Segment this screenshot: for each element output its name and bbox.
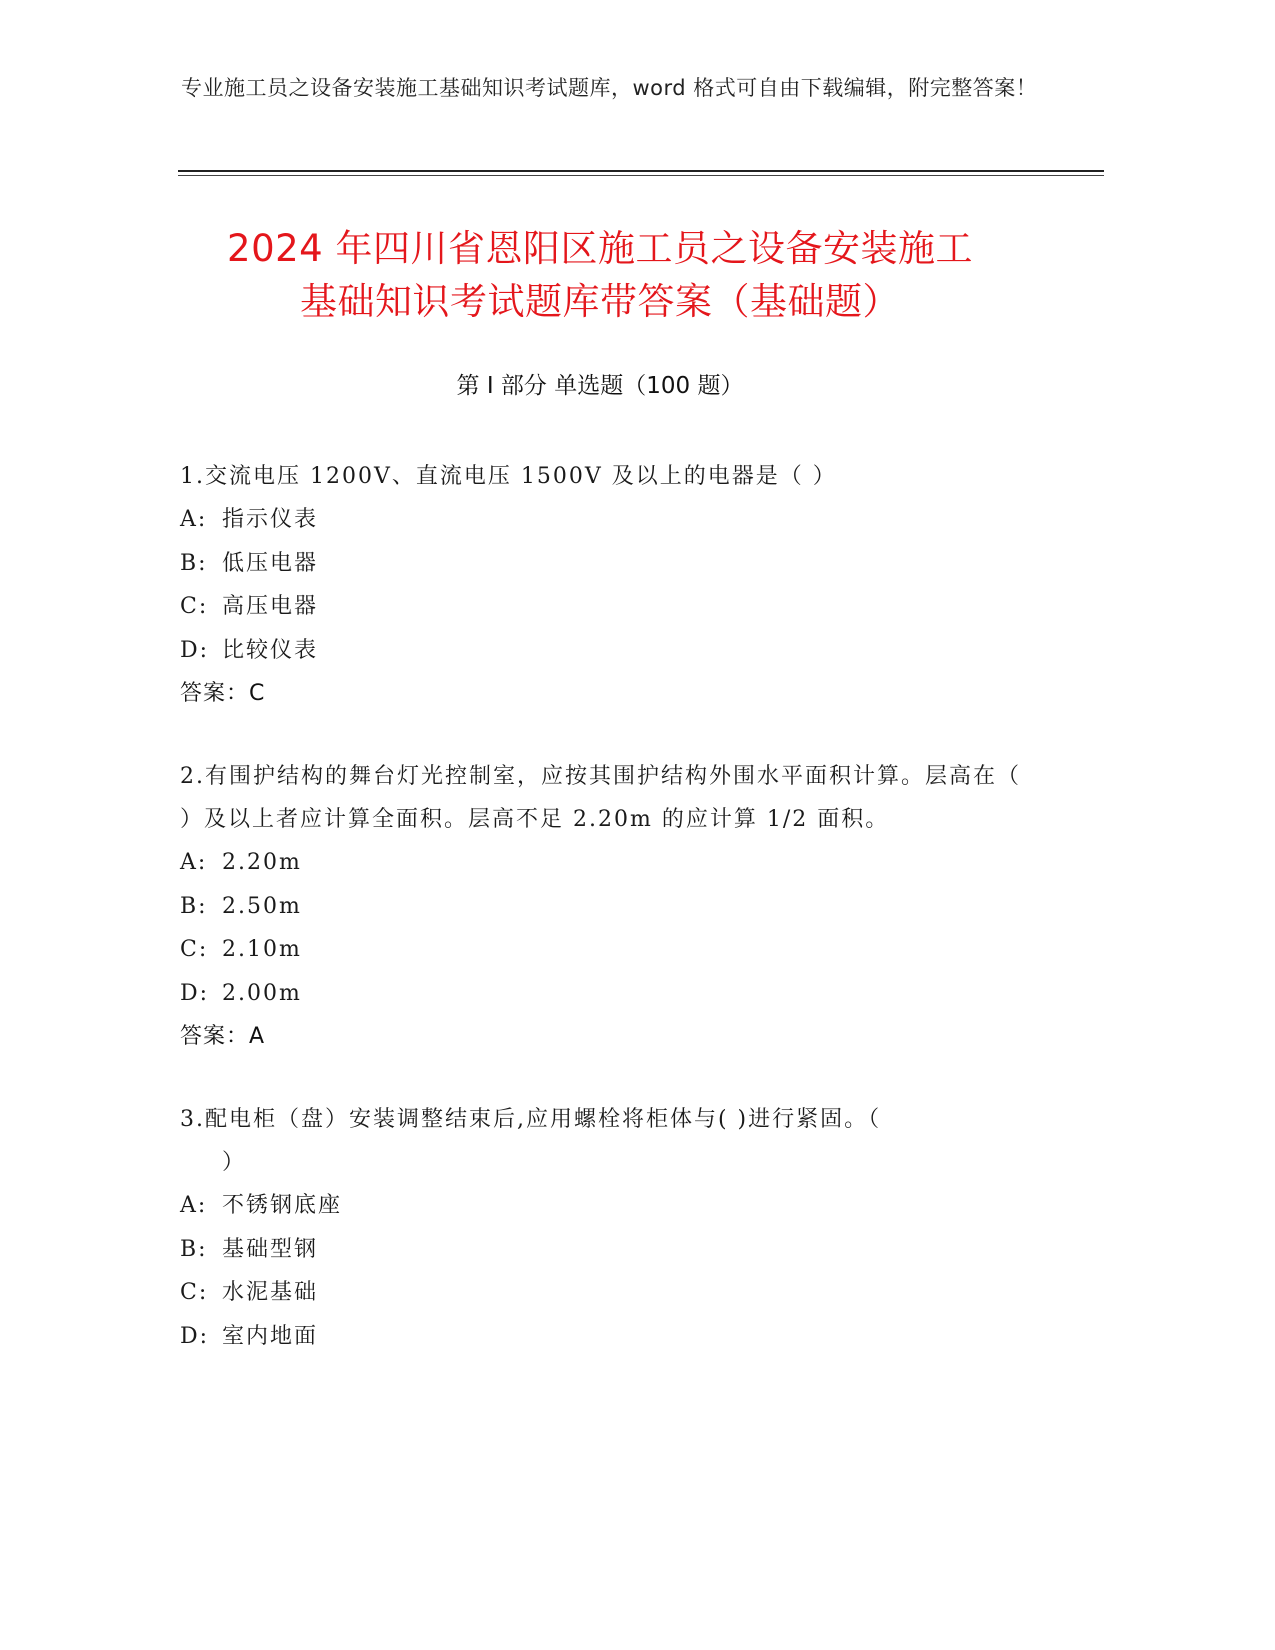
question-item	[180, 755, 1030, 1058]
option-text: 2.50m	[222, 893, 302, 919]
option-letter: D:	[180, 637, 210, 663]
document-title	[140, 222, 1060, 328]
option-d	[180, 972, 1030, 1016]
header-note: 专业施工员之设备安装施工基础知识考试题库，word 格式可自由下载编辑，附完整答案！	[181, 76, 1038, 100]
option-text: 低压电器	[222, 550, 319, 576]
question-stem-continuation: ）	[222, 1150, 247, 1175]
option-d	[180, 629, 1030, 673]
question-stem: 1.交流电压 1200V、直流电压 1500V 及以上的电器是（ ）	[180, 464, 837, 489]
header-divider-thick	[178, 170, 1104, 172]
option-letter: A:	[180, 850, 208, 875]
option-letter: B:	[180, 550, 208, 576]
option-text: 比较仪表	[222, 637, 319, 663]
option-b	[180, 542, 1030, 586]
document-title-line-2: 基础知识考试题库带答案（基础题）	[300, 280, 900, 323]
question-stem: 3.配电柜（盘）安装调整结束后,应用螺栓将柜体与( )进行紧固。（	[180, 1107, 882, 1132]
question-item	[180, 455, 1030, 715]
option-b	[180, 885, 1030, 929]
option-text: 高压电器	[222, 594, 319, 619]
option-c	[180, 585, 1030, 629]
option-text: 室内地面	[222, 1323, 319, 1349]
option-text: 2.00m	[222, 980, 302, 1006]
option-letter: B:	[180, 893, 208, 919]
question-stem: 2.有围护结构的舞台灯光控制室，应按其围护结构外围水平面积计算。层高在（ ）及以上者应计算全面积。层高不足 2.20m 的应计算 1/2 面积。	[180, 764, 1021, 832]
document-title-line-1: 2024 年四川省恩阳区施工员之设备安装施工	[227, 227, 973, 270]
option-text: 不锈钢底座	[222, 1193, 343, 1218]
option-text: 2.10m	[222, 937, 302, 962]
option-d	[180, 1315, 1030, 1359]
option-c	[180, 928, 1030, 972]
option-a	[180, 498, 1030, 542]
section-title: 第 I 部分 单选题（100 题）	[456, 373, 744, 399]
question-item	[180, 1098, 1030, 1358]
header-divider-thin	[178, 175, 1104, 176]
answer-line: 答案：A	[180, 1024, 266, 1049]
option-text: 水泥基础	[222, 1280, 319, 1305]
option-c	[180, 1271, 1030, 1315]
option-letter: C:	[180, 937, 209, 962]
option-letter: C:	[180, 594, 209, 619]
option-letter: D:	[180, 980, 210, 1006]
answer-line: 答案：C	[180, 681, 266, 706]
option-text: 指示仪表	[222, 507, 319, 532]
option-text: 2.20m	[222, 850, 302, 875]
option-letter: C:	[180, 1280, 209, 1305]
option-letter: B:	[180, 1236, 208, 1262]
question-list	[180, 455, 1030, 1398]
option-letter: A:	[180, 1193, 208, 1218]
option-letter: D:	[180, 1323, 210, 1349]
option-a	[180, 841, 1030, 885]
option-a	[180, 1184, 1030, 1228]
option-text: 基础型钢	[222, 1236, 319, 1262]
option-b	[180, 1228, 1030, 1272]
option-letter: A:	[180, 507, 208, 532]
